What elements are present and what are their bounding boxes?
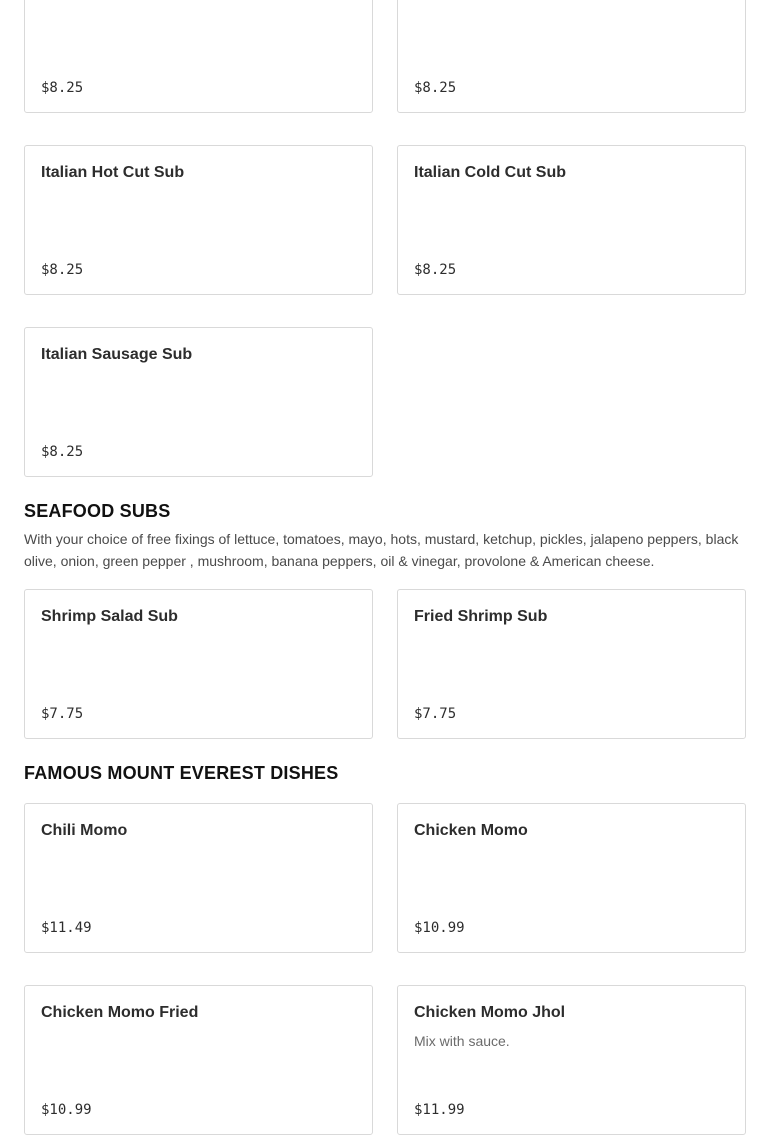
menu-item-name: Chili Momo <box>41 822 128 839</box>
menu-item-price: $8.25 <box>414 80 457 96</box>
menu-item-description: Mix with sauce. <box>414 1033 510 1049</box>
section-title-seafood: SEAFOOD SUBS <box>24 501 171 521</box>
menu-item-name: Italian Hot Cut Sub <box>41 164 185 181</box>
menu-item-name: Chicken Momo Fried <box>41 1004 199 1021</box>
menu-item-price: $8.25 <box>41 262 84 278</box>
menu-item-price: $8.25 <box>414 262 457 278</box>
menu-item-price: $8.25 <box>41 444 84 460</box>
menu-item-card[interactable] <box>397 589 746 739</box>
menu-item-card[interactable] <box>24 985 373 1135</box>
menu-item-card[interactable] <box>24 0 373 113</box>
menu-item-name: Chicken Momo <box>414 822 528 839</box>
menu-item-name: Italian Cold Cut Sub <box>414 164 566 181</box>
section-description-seafood: With your choice of free fixings of lettuce, tomatoes, mayo, hots, mustard, ketchup, pickles, jalapeno peppers, black olive, onion, green pepper , mushroom, banana peppers, oil & vinegar, provolone & American cheese. <box>24 531 739 569</box>
menu-item-card[interactable] <box>24 589 373 739</box>
menu-item-price: $10.99 <box>414 920 465 936</box>
section-title-everest: FAMOUS MOUNT EVEREST DISHES <box>24 763 339 783</box>
menu-item-name: Shrimp Salad Sub <box>41 608 178 625</box>
menu-item-name: Italian Sausage Sub <box>41 346 193 363</box>
menu-item-card[interactable] <box>397 145 746 295</box>
menu-item-price: $7.75 <box>414 706 457 722</box>
menu-item-card[interactable] <box>24 327 373 477</box>
menu-item-price: $10.99 <box>41 1102 92 1118</box>
menu-item-name: Fried Shrimp Sub <box>414 608 548 625</box>
menu-item-card[interactable] <box>24 803 373 953</box>
menu-item-card[interactable] <box>397 985 746 1135</box>
menu-item-card[interactable] <box>397 803 746 953</box>
menu-item-price: $11.99 <box>414 1102 465 1118</box>
menu-item-price: $7.75 <box>41 706 84 722</box>
menu-item-name: Chicken Momo Jhol <box>414 1004 566 1021</box>
menu-item-price: $8.25 <box>41 80 84 96</box>
menu-item-card[interactable] <box>24 145 373 295</box>
menu-item-price: $11.49 <box>41 920 92 936</box>
menu-item-card[interactable] <box>397 0 746 113</box>
